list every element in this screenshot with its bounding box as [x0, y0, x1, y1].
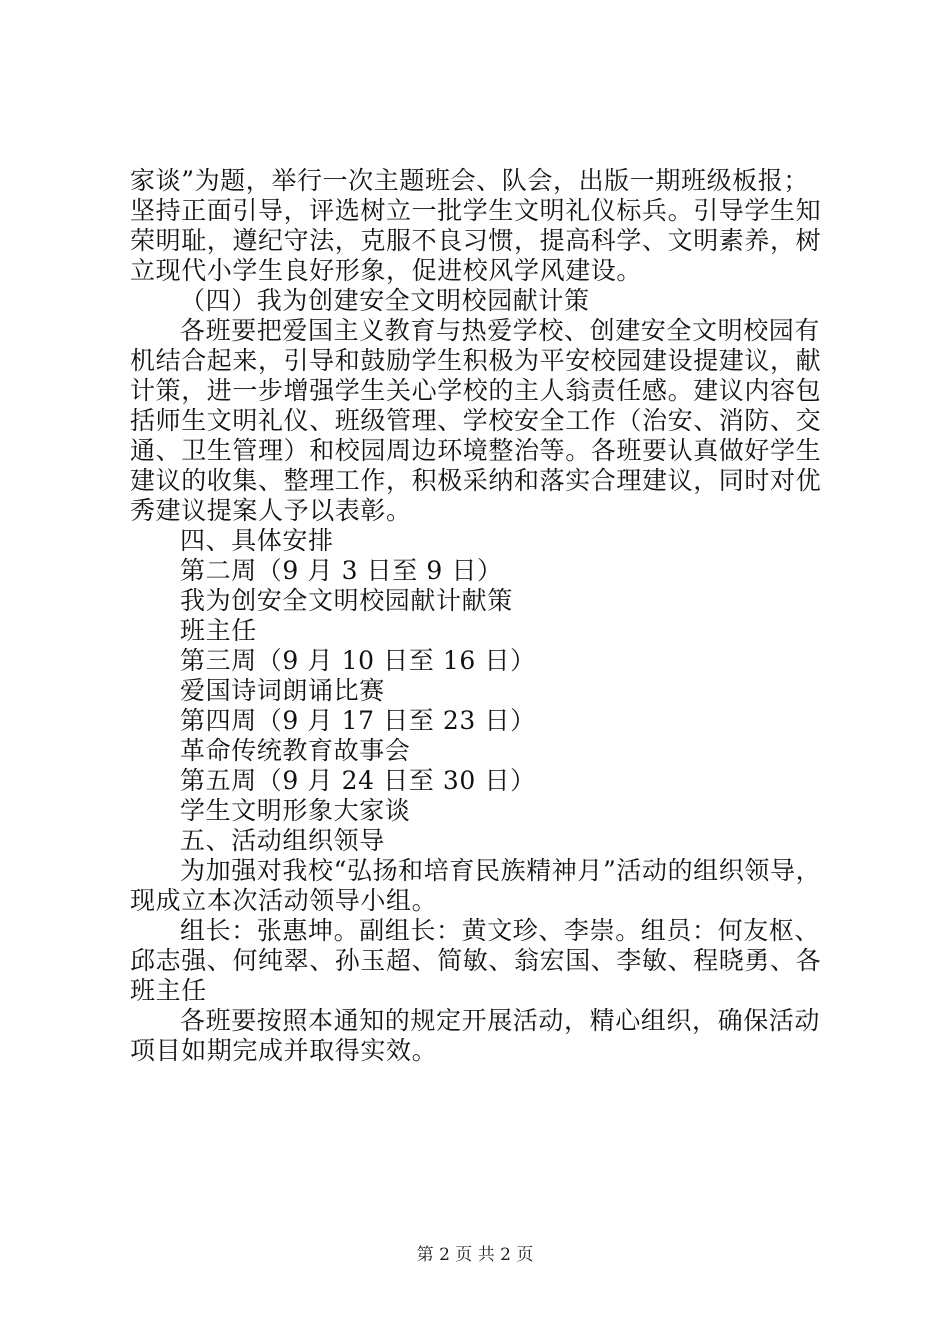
- text-line: 坚持正面引导，评选树立一批学生文明礼仪标兵。引导学生知: [130, 196, 822, 225]
- schedule-activity: 革命传统教育故事会: [180, 736, 411, 765]
- section-heading: 四、具体安排: [180, 526, 334, 555]
- text-line: 通、卫生管理）和校园周边环境整治等。各班要认真做好学生: [130, 436, 822, 465]
- text-line: 立现代小学生良好形象，促进校风学风建设。: [130, 256, 643, 285]
- schedule-week: 第二周（9 月 3 日至 9 日）: [180, 556, 503, 585]
- schedule-responsible: 班主任: [180, 616, 257, 645]
- schedule-week: 第三周（9 月 10 日至 16 日）: [180, 646, 536, 675]
- section-heading: （四）我为创建安全文明校园献计策: [180, 286, 590, 315]
- text-line: 班主任: [130, 976, 207, 1005]
- section-heading: 五、活动组织领导: [180, 826, 385, 855]
- text-line: 括师生文明礼仪、班级管理、学校安全工作（治安、消防、交: [130, 406, 822, 435]
- text-line: 项目如期完成并取得实效。: [130, 1036, 438, 1065]
- schedule-week: 第五周（9 月 24 日至 30 日）: [180, 766, 536, 795]
- text-line: 荣明耻，遵纪守法，克服不良习惯，提高科学、文明素养，树: [130, 226, 822, 255]
- text-line: 家谈”为题，举行一次主题班会、队会，出版一期班级板报；: [130, 166, 809, 195]
- text-line: 组长：张惠坤。副组长：黄文珍、李崇。组员：何友枢、: [180, 916, 821, 945]
- text-line: 机结合起来，引导和鼓励学生积极为平安校园建设提建议，献: [130, 346, 822, 375]
- text-line: 各班要把爱国主义教育与热爱学校、创建安全文明校园有: [180, 316, 821, 345]
- schedule-week: 第四周（9 月 17 日至 23 日）: [180, 706, 536, 735]
- text-line: 建议的收集、整理工作，积极采纳和落实合理建议，同时对优: [130, 466, 822, 495]
- text-line: 为加强对我校“弘扬和培育民族精神月”活动的组织领导，: [180, 856, 822, 885]
- page-number-footer: 第 2 页 共 2 页: [416, 1245, 534, 1265]
- text-line: 邱志强、何纯翠、孙玉超、简敏、翁宏国、李敏、程晓勇、各: [130, 946, 822, 975]
- text-line: 现成立本次活动领导小组。: [130, 886, 438, 915]
- schedule-activity: 学生文明形象大家谈: [180, 796, 411, 825]
- schedule-activity: 爱国诗词朗诵比赛: [180, 676, 385, 705]
- text-line: 各班要按照本通知的规定开展活动，精心组织，确保活动: [180, 1006, 821, 1035]
- text-line: 计策，进一步增强学生关心学校的主人翁责任感。建议内容包: [130, 376, 822, 405]
- schedule-activity: 我为创安全文明校园献计献策: [180, 586, 513, 615]
- text-line: 秀建议提案人予以表彰。: [130, 496, 412, 525]
- document-body: [130, 166, 840, 1066]
